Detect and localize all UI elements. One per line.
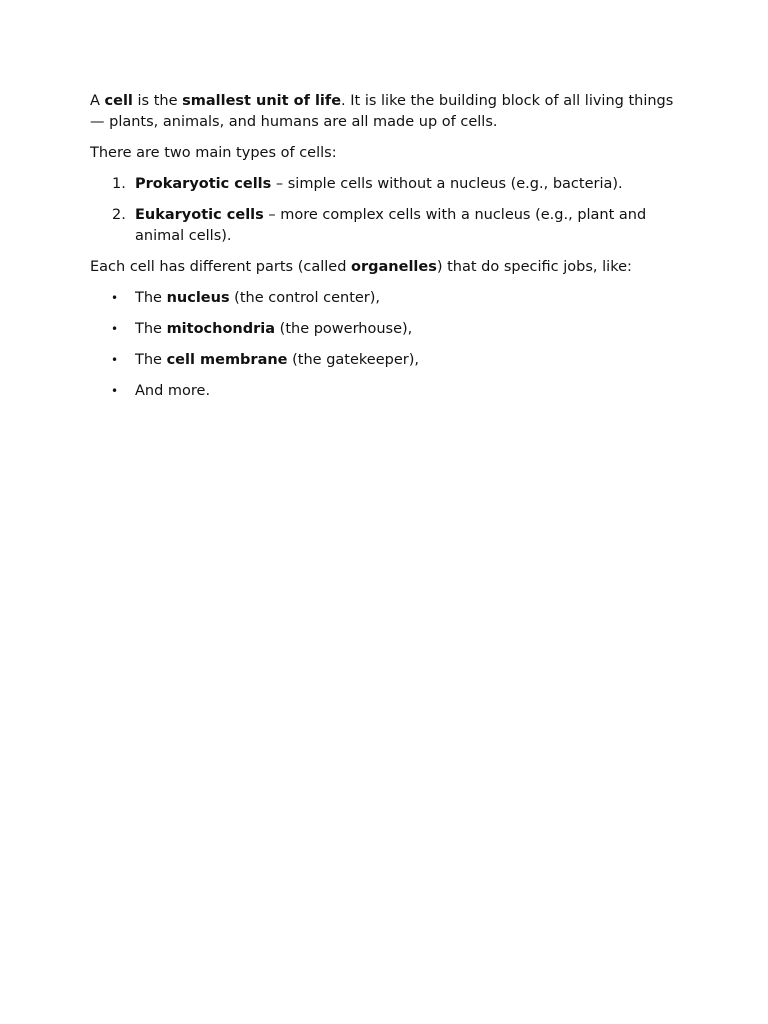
list-item: • The mitochondria (the powerhouse), [90, 319, 690, 340]
list-item: 1. Prokaryotic cells – simple cells without a nucleus (e.g., bacteria). [90, 174, 690, 195]
term-smallest-unit: smallest unit of life [182, 93, 342, 109]
bullet-icon: • [111, 353, 119, 367]
term-cell: cell [104, 93, 133, 109]
list-item: 2. Eukaryotic cells – more complex cells with a nucleus (e.g., plant and animal cells). [112, 207, 647, 244]
cell-types-list [90, 174, 690, 247]
list-number: 1. [112, 176, 126, 192]
organelles-intro: Each cell has different parts (called organelles) that do specific jobs, like: [90, 259, 632, 275]
list-item: • The cell membrane (the gatekeeper), [90, 350, 690, 371]
list-item: • The nucleus (the control center), [90, 288, 690, 309]
bullet-icon: • [111, 322, 119, 336]
bullet-icon: • [111, 291, 119, 305]
intro-paragraph: A cell is the smallest unit of life. It is like the building block of all living things — plants, animals, and humans are all made up of cells. [90, 93, 674, 130]
document-body [90, 91, 690, 412]
organelles-list [90, 288, 690, 402]
list-number: 2. [112, 207, 126, 223]
list-item: • And more. [90, 381, 690, 402]
bullet-icon: • [111, 384, 119, 398]
term-organelles: organelles [351, 259, 437, 275]
types-intro: There are two main types of cells: [90, 145, 337, 161]
